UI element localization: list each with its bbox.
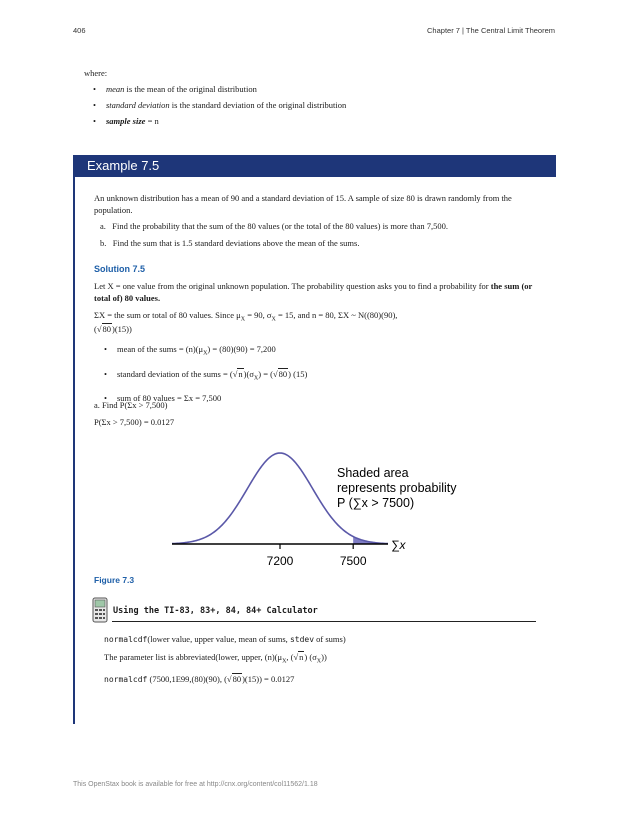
solution-title: Solution 7.5 xyxy=(94,264,146,274)
tick-label-value: 7500 xyxy=(339,554,367,568)
list-item: • standard deviation of the sums = $(√n)(\sigma_X) = (√80)$ (15) xyxy=(104,368,534,385)
calculator-line-3: normalcdf (7500,1E99,(80)(90), (√80)(15)) = 0.0127 xyxy=(104,674,295,684)
example-problem: An unknown distribution has a mean of 90 and a standard deviation of 15. A sample of size 80 is drawn randomly from the population. xyxy=(94,193,512,215)
calculator-title: Using the TI-83, 83+, 84, 84+ Calculator xyxy=(113,606,318,616)
where-list xyxy=(93,83,553,127)
example-part-a: a. Find the probability that the sum of the 80 values (or the total of the 80 values) is more than 7,500. xyxy=(100,221,448,231)
calculator-line-1: normalcdf(lower value, upper value, mean of sums, stdev of sums) xyxy=(104,634,346,644)
example-top-rule xyxy=(75,176,556,177)
axis-label: ∑x xyxy=(391,538,406,552)
solution-distribution: ΣX = the sum or total of 80 values. Since $\mu_X = 90$, $\sigma_X = 15$, and n = 80, ΣX ~ N((80)(90), xyxy=(94,310,398,323)
annotation-line-1: Shaded area xyxy=(337,466,409,480)
normal-curve-figure xyxy=(160,445,480,575)
solution-distribution-cont: (√80)(15)) xyxy=(94,324,132,334)
figure-caption: Figure 7.3 xyxy=(94,575,135,585)
calculator-line-2: The parameter list is abbreviated(lower, upper, $(n)(\mu_X$, (√n) $(\sigma_X)$) xyxy=(104,652,327,665)
footer-note: This OpenStax book is available for free at http://cnx.org/content/col11562/1.18 xyxy=(73,781,318,788)
calculator-rule xyxy=(112,621,536,622)
calculator-icon xyxy=(92,597,108,623)
solution-result: P(Σx > 7,500) = 0.0127 xyxy=(94,417,175,427)
solution-find: a. Find P(Σx > 7,500) xyxy=(94,400,168,410)
page-number: 406 xyxy=(73,26,86,35)
solution-para: Let X = one value from the original unknown population. The probability question asks you to find a probability for the sum (or total of) 80 values. xyxy=(94,281,533,303)
list-item: • mean of the sums = $(n)(\mu_X) = (80)(90) = 7,200$ xyxy=(104,343,534,360)
tick-label-mean: 7200 xyxy=(266,554,294,568)
where-label: where: xyxy=(84,68,108,78)
example-header xyxy=(73,155,556,176)
annotation-line-2: represents probability xyxy=(337,481,457,495)
example-part-b: b. Find the sum that is 1.5 standard deviations above the mean of the sums. xyxy=(100,238,360,248)
list-item: • sample size = n xyxy=(93,115,553,127)
annotation-line-3: P (∑x > 7500) xyxy=(337,496,415,510)
list-item: • sum of 80 values = Σx = 7,500 xyxy=(104,392,534,404)
example-left-rule xyxy=(73,176,75,724)
example-title: Example 7.5 xyxy=(87,158,160,173)
chapter-title: Chapter 7 | The Central Limit Theorem xyxy=(427,26,555,35)
list-item: • standard deviation is the standard deviation of the original distribution xyxy=(93,99,553,111)
list-item: • mean is the mean of the original distribution xyxy=(93,83,553,95)
solution-bullets xyxy=(104,343,534,404)
